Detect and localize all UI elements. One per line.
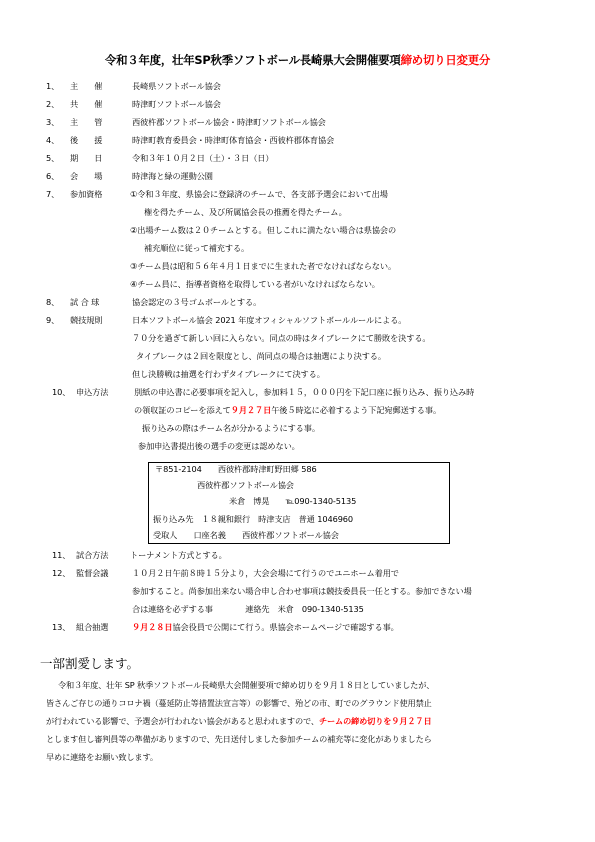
item-number: 5、 [46, 153, 60, 163]
item-value: 別紙の申込書に必要事項を記入し，参加料１５，０００円を下記口座に振り込み、振り込み時 [134, 387, 475, 397]
item-7-line-3: ②出場チーム数は２０チームとする。但しこれに満たない場合は県協会の [130, 225, 397, 235]
notice-line-3 [46, 716, 431, 727]
item-key: 組合抽選 [76, 622, 109, 632]
address-line-4: 振り込み先 １８親和銀行 時津支店 普通 1046960 [153, 514, 354, 524]
item-7-line-5: ③チーム員は昭和５６年４月１日までに生まれた者でなければならない。 [130, 261, 397, 271]
item-number: 6、 [46, 171, 60, 181]
item-10-line-3: 振り込みの際はチーム名が分かるようにする事。 [142, 423, 320, 433]
item-value: 協会認定の３号ゴムボールとする。 [132, 297, 262, 307]
item-number: 7、 [46, 189, 60, 199]
notice-line-5: 早めに連絡をお願い致します。 [46, 752, 158, 762]
item-key: 監督会議 [76, 568, 109, 578]
item-value: ①令和３年度、県協会に登録済のチームで、各支部予選会において出場 [130, 189, 388, 199]
item-key: 期 日 [70, 153, 103, 163]
item-value: 時津町教育委員会・時津町体育協会・西彼杵郡体育協会 [132, 135, 335, 145]
item-9-line-4: 但し決勝戦は抽選を行わずタイブレークにて決する。 [132, 369, 325, 379]
item-value: 西彼杵郡ソフトボール協会・時津町ソフトボール協会 [132, 117, 326, 127]
item-10-deadline: ９月２７日 [230, 405, 272, 415]
item-value: 日本ソフトボール協会 2021 年度オフィシャルソフトボールルールによる。 [132, 315, 407, 325]
item-value [132, 622, 399, 633]
item-number: 3、 [46, 117, 60, 127]
item-12-line-2: 参加すること。尚参加出来ない場合申し合わせ事項は競技委員長一任とする。参加できない場 [132, 586, 472, 596]
item-7-line-4: 補充順位に従って補充する。 [144, 243, 250, 253]
item-key: 共 催 [70, 99, 103, 109]
item-value: 長崎県ソフトボール協会 [132, 81, 221, 91]
item-9-line-3: タイブレークは２回を限度とし、尚同点の場合は抽選により決する。 [136, 351, 386, 361]
item-number: 8、 [46, 297, 60, 307]
item-9-line-2: ７０分を過ぎて新しい回に入らない。同点の時はタイブレークにて勝敗を決する。 [132, 333, 431, 343]
title-deadline-change: 締め切り日変更分 [400, 53, 491, 67]
notice-line-1: 令和３年度、壮年 SP 秋季ソフトボール長崎県大会開催要項で締め切りを９月１８日としていましたが、 [58, 680, 435, 690]
item-10-line-2 [134, 405, 441, 416]
item-number: 10、 [52, 387, 71, 397]
item-number: 11、 [52, 550, 71, 560]
item-number: 12、 [52, 568, 71, 578]
item-number: 2、 [46, 99, 60, 109]
address-line-2: 西彼杵郡ソフトボール協会 [197, 480, 294, 490]
item-key: 試合方法 [76, 550, 109, 560]
address-box [148, 462, 450, 544]
item-key: 参加資格 [70, 189, 103, 199]
item-10-line-2-text-a: の領収証のコピーを添えて [134, 405, 231, 415]
item-value: トーナメント方式とする。 [130, 550, 227, 560]
item-number: 9、 [46, 315, 60, 325]
address-line-1: 〒851-2104 西彼杵郡時津町野田郷 586 [155, 464, 317, 474]
notice-line-2: 皆さんご存じの通りコロナ禍（蔓延防止等措置法宣言等）の影響で、殆どの市、町でのグラウンド使用禁止 [46, 698, 432, 708]
item-13-text: 協会役員で公開にて行う。県協会ホームページで確認する事。 [172, 622, 399, 632]
item-value: 時津海と緑の運動公園 [132, 171, 213, 181]
item-7-line-2: 権を得たチーム、及び所属協会長の推薦を得たチーム。 [144, 207, 347, 217]
item-value: 令和３年１０月２日（土）・３日（日） [132, 153, 274, 163]
item-value: 時津町ソフトボール協会 [132, 99, 221, 109]
document-title [0, 52, 595, 68]
partial-omission-heading: 一部割愛します。 [40, 656, 140, 671]
address-line-3: 米倉 博晃 ℡090-1340-5135 [229, 496, 357, 506]
item-13-date: ９月２８日 [132, 622, 173, 632]
item-number: 1、 [46, 81, 60, 91]
item-key: 後 援 [70, 135, 103, 145]
notice-line-4: とします但し審判員等の準備がありますので、先日送付しました参加チームの補充等に変化がありましたら [46, 734, 432, 744]
item-key: 主 催 [70, 81, 103, 91]
title-main: 令和３年度，壮年SP秋季ソフトボール長崎県大会開催要項 [104, 53, 401, 67]
item-key: 申込方法 [76, 387, 109, 397]
item-key: 主 管 [70, 117, 103, 127]
item-number: 13、 [52, 622, 71, 632]
item-key: 試 合 球 [70, 297, 100, 307]
item-key: 競技規則 [70, 315, 103, 325]
item-10-line-4: 参加申込書提出後の選手の変更は認めない。 [138, 441, 300, 451]
item-10-line-2-text-b: 午後５時迄に必着するよう下記宛郵送する事。 [271, 405, 442, 415]
item-value: １０月２日午前８時１５分より，大会会場にて行うのでユニホーム着用で [132, 568, 399, 578]
item-7-line-6: ④チーム員に、指導者資格を取得している者がいなければならない。 [130, 279, 380, 289]
item-number: 4、 [46, 135, 60, 145]
item-12-line-3: 合は連絡を必ずする事 連絡先 米倉 090-1340-5135 [132, 604, 364, 614]
notice-line-3-text: が行われている影響で、予選会が行われない協会があると思われますので、 [46, 716, 319, 726]
address-line-5: 受取人 口座名義 西彼杵郡ソフトボール協会 [153, 530, 339, 540]
notice-deadline: チームの締め切りを９月２７日 [318, 716, 432, 726]
item-key: 会 場 [70, 171, 103, 181]
